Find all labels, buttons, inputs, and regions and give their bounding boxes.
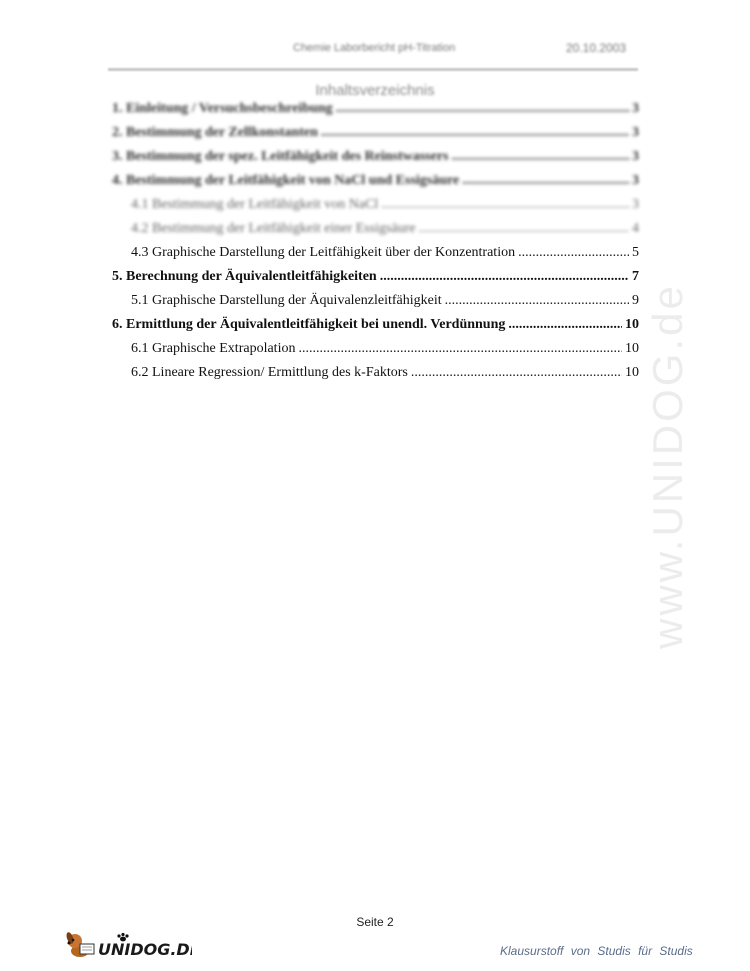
header-divider (108, 68, 638, 71)
toc-entry-page: 3 (632, 173, 639, 188)
toc-entry[interactable] (112, 265, 639, 289)
toc-entry-page: 7 (632, 269, 639, 284)
table-of-contents (112, 97, 639, 385)
toc-entry-page: 9 (632, 293, 639, 308)
toc-entry-page: 10 (625, 365, 639, 380)
toc-dot-leader (411, 361, 622, 385)
toc-entry-page: 10 (625, 317, 639, 332)
toc-entry-title: 4.3 Graphische Darstellung der Leitfähigkeit über der Konzentration (131, 245, 516, 260)
watermark-url: www.UNIDOG.de (644, 283, 691, 649)
toc-entry-page: 3 (632, 197, 639, 212)
header-left-text: Chemie Laborbericht pH-Titration (293, 42, 456, 54)
toc-entry-title: 5.1 Graphische Darstellung der Äquivalenzleitfähigkeit (131, 293, 442, 308)
toc-entry-page: 5 (632, 245, 639, 260)
toc-dot-leader (445, 289, 629, 313)
toc-entry[interactable] (112, 361, 639, 385)
toc-entry-page: 10 (625, 341, 639, 356)
toc-entry[interactable] (112, 337, 639, 361)
toc-dot-leader (321, 121, 629, 145)
toc-entry[interactable] (112, 313, 639, 337)
header-date: 20.10.2003 (566, 41, 627, 55)
toc-dot-leader (419, 217, 629, 241)
toc-dot-leader (508, 313, 622, 337)
toc-title: Inhaltsverzeichnis (315, 82, 435, 99)
toc-entry-title: 4.2 Bestimmung der Leitfähigkeit einer Essigsäure (131, 221, 416, 236)
toc-entry[interactable] (112, 217, 639, 241)
toc-entry-page: 3 (632, 149, 639, 164)
unidog-logo[interactable] (62, 924, 192, 964)
logo-wordmark: UNIDOG.DE (98, 940, 192, 959)
toc-dot-leader (380, 265, 629, 289)
toc-dot-leader (452, 145, 629, 169)
toc-dot-leader (298, 337, 622, 361)
toc-dot-leader (381, 193, 629, 217)
toc-entry-title: 6.2 Lineare Regression/ Ermittlung des k-Faktors (131, 365, 408, 380)
toc-entry-title: 2. Bestimmung der Zellkonstanten (112, 125, 318, 140)
toc-dot-leader (518, 241, 629, 265)
toc-dot-leader (462, 169, 629, 193)
toc-entry-title: 6. Ermittlung der Äquivalentleitfähigkeit bei unendl. Verdünnung (112, 317, 506, 332)
toc-entry[interactable] (112, 97, 639, 121)
toc-entry-page: 4 (632, 221, 639, 236)
toc-dot-leader (336, 97, 629, 121)
toc-entry-title: 3. Bestimmung der spez. Leitfähigkeit des Reinstwassers (112, 149, 449, 164)
toc-entry-page: 3 (632, 125, 639, 140)
toc-entry-title: 5. Berechnung der Äquivalentleitfähigkeiten (112, 269, 377, 284)
footer-slogan: Klausurstoff von Studis für Studis (500, 944, 693, 958)
toc-entry-title: 4. Bestimmung der Leitfähigkeit von NaCl und Essigsäure (112, 173, 460, 188)
toc-entry[interactable] (112, 121, 639, 145)
toc-entry-title: 6.1 Graphische Extrapolation (131, 341, 296, 356)
toc-entry-page: 3 (632, 101, 639, 116)
toc-entry-title: 4.1 Bestimmung der Leitfähigkeit von NaCl (131, 197, 379, 212)
toc-entry[interactable] (112, 169, 639, 193)
toc-entry[interactable] (112, 241, 639, 265)
dog-mascot-icon (62, 924, 192, 964)
page-number: Seite 2 (356, 915, 394, 929)
toc-entry[interactable] (112, 145, 639, 169)
toc-entry[interactable] (112, 193, 639, 217)
toc-entry[interactable] (112, 289, 639, 313)
toc-entry-title: 1. Einleitung / Versuchsbeschreibung (112, 101, 333, 116)
